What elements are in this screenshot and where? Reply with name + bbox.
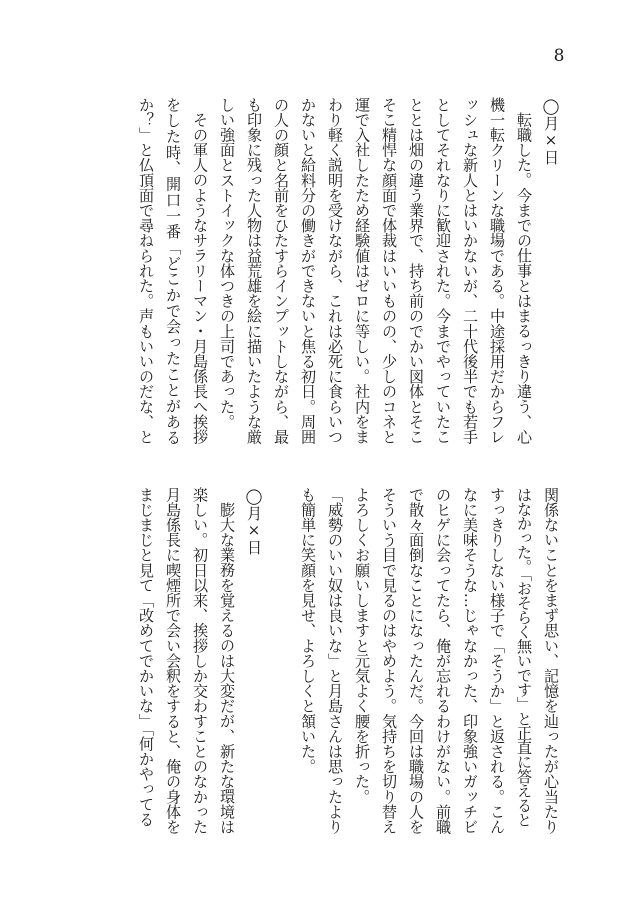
text-line: で散々面倒なことになったんだ。今回は職場の人を (407, 487, 425, 835)
date-heading: ◯月×日 (245, 487, 263, 556)
text-line: わり軽く説明を受けながら、これは必死に食らいつ (326, 97, 344, 445)
text-line: そこ精悍な顔面で体裁はいいものの、少しのコネと (380, 97, 398, 445)
text-line: そういう目で見るのはやめよう。気持ちを切り替え (380, 487, 398, 835)
text-line: 月島係長に喫煙所で会い会釈をすると、俺の身体を (164, 487, 182, 835)
text-line: なに美味そうな…じゃなかった、印象強いガッチビ (461, 487, 479, 835)
text-line: 運で入社したため経験値はゼロに等しい。社内をま (353, 97, 371, 445)
text-line: 関係ないことをまず思い、記憶を辿ったが心当たり (542, 487, 560, 835)
date-heading: ◯月×日 (542, 97, 560, 166)
text-line: 転職した。今までの仕事とはまるっきり違う、心 (515, 112, 533, 445)
text-line: も簡単に笑顔を見せ、よろしくと頷いた。 (299, 487, 317, 774)
text-line: すっきりしない様子で「そうか」と返される。こん (488, 487, 506, 835)
text-line: よろしくお願いしますと元気よく腰を折った。 (353, 487, 371, 805)
text-line: かないと給料分の働きができないと焦る初日。周囲 (299, 97, 317, 445)
text-line: まじまじと見て「改めてでかいな」「何かやってる (137, 487, 155, 827)
text-line: しい強面とストイックな体つきの上司であった。 (218, 97, 236, 430)
text-line: も印象に残った人物は益荒雄を絵に描いたような厳 (245, 97, 263, 445)
text-line: はなかった。「おそらく無いです」と正直に答えると (515, 487, 533, 827)
lower-text-block (132, 487, 564, 835)
page-number: 8 (553, 46, 565, 66)
text-line: 機一転クリーンな職場である。中途採用だからフレ (488, 97, 506, 445)
text-line: ととは畑の違う業界で、持ち前のでかい図体とそこ (407, 97, 425, 445)
blank-line (267, 487, 294, 835)
text-line: としてそれなりに歓迎された。今までやっていたこ (434, 97, 452, 445)
text-line: の人の顔と名前をひたすらインプットしながら、最 (272, 97, 290, 445)
text-line: その軍人のようなサラリーマン・月島係長へ挨拶 (191, 112, 209, 445)
text-line: か？」と仏頂面で尋ねられた。声もいいのだな、と (137, 97, 155, 445)
text-line: 膨大な業務を覚えるのは大変だが、新たな環境は (218, 502, 236, 835)
text-line: ッシュな新人とはいかないが、二十代後半でも若手 (461, 97, 479, 445)
text-line: 楽しい。初日以来、挨拶しか交わすことのなかった (191, 487, 209, 835)
upper-text-block (132, 97, 564, 445)
text-line: のヒゲに会ってたら、俺が忘れるわけがない。前職 (434, 487, 452, 835)
text-line: をした時、開口一番「どこかで会ったことがある (164, 97, 182, 445)
text-line: 「威勢のいい奴は良いな」と月島さんは思ったより (326, 487, 344, 835)
